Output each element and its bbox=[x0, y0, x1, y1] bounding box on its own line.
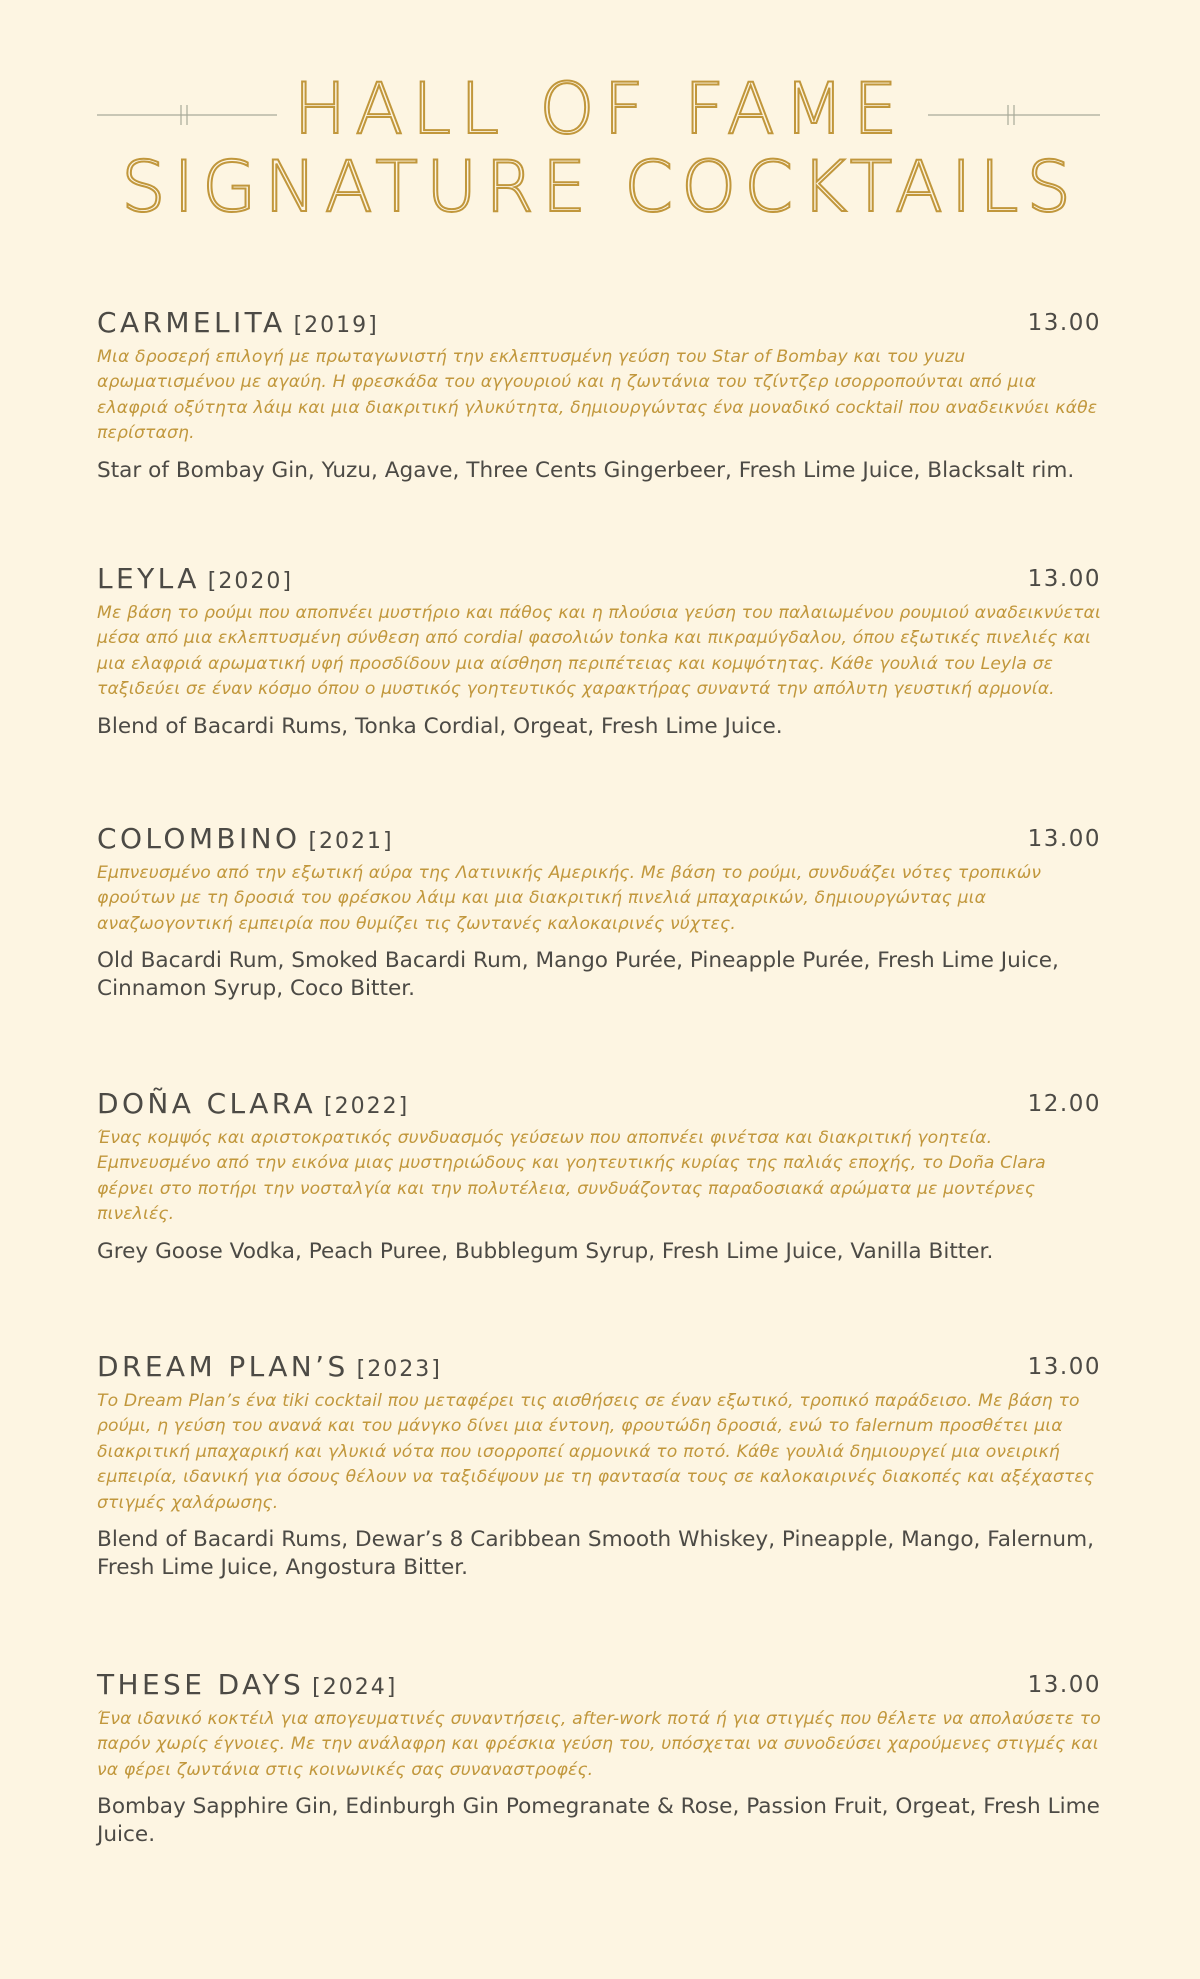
item-year: [2024] bbox=[312, 1675, 398, 1700]
item-year: [2021] bbox=[308, 829, 394, 854]
item-description: Μια δροσερή επιλογή με πρωταγωνιστή την εκλεπτυσμένη γεύση του Star of Bombay και του yuzu αρωματισμένου με αγαύη. Η φρεσκάδα του αγγουριού και η ζωντάνια του τζίντζερ ισορροπούνται από μια ελαφριά οξύτητα λάιμ και μια διακριτική γλυκύτητα, δημιουργώντας ένα μοναδικό cocktail που αναδεικνύει κάθε περίσταση. bbox=[97, 347, 1098, 444]
item-ingredients: Old Bacardi Rum, Smoked Bacardi Rum, Mango Purée, Pineapple Purée, Fresh Lime Juice, Cinnamon Syrup, Coco Bitter. bbox=[97, 948, 1059, 1002]
item-title bbox=[97, 821, 394, 860]
title-signature-cocktails bbox=[0, 146, 1200, 228]
item-price: 13.00 bbox=[1027, 310, 1101, 336]
item-year: [2019] bbox=[293, 313, 379, 338]
item-year: [2023] bbox=[356, 1357, 442, 1382]
menu-item-colombino bbox=[97, 821, 1101, 1003]
item-title bbox=[97, 305, 379, 344]
item-price: 12.00 bbox=[1027, 1091, 1101, 1117]
item-name: DOÑA CLARA bbox=[97, 1087, 317, 1120]
menu-item-dona-clara bbox=[97, 1086, 1101, 1266]
item-name: COLOMBINO bbox=[97, 822, 301, 855]
menu-item-leyla bbox=[97, 561, 1101, 741]
item-ingredients: Blend of Bacardi Rums, Dewar’s 8 Caribbean Smooth Whiskey, Pineapple, Mango, Falernum, Fresh Lime Juice, Angostura Bitter. bbox=[97, 1527, 1095, 1581]
item-ingredients: Star of Bombay Gin, Yuzu, Agave, Three Cents Gingerbeer, Fresh Lime Juice, Blacksalt rim. bbox=[97, 457, 1075, 483]
item-name: CARMELITA bbox=[97, 306, 286, 339]
menu-item-carmelita bbox=[97, 305, 1101, 485]
item-price: 13.00 bbox=[1027, 1672, 1101, 1698]
item-description: Το Dream Plan’s ένα tiki cocktail που μεταφέρει τις αισθήσεις σε έναν εξωτικό, τροπικό παράδεισο. Με βάση το ρούμι, η γεύση του ανανά και του μάνγκο δίνει μια έντονη, φρουτώδη δροσιά, ενώ το falernum προσθέτει μια διακριτική μπαχαρική και γλυκιά νότα που ισορροπεί αρμονικά το ποτό. Κάθε γουλιά δημιουργεί μια ονειρική εμπειρία, ιδανική για όσους θέλουν να ταξιδέψουν με τη φαντασία τους σε καλοκαιρινές διακοπές και αξέχαστες στιγμές χαλάρωσης. bbox=[97, 1391, 1095, 1513]
menu-item-dream-plans bbox=[97, 1349, 1101, 1582]
item-year: [2022] bbox=[324, 1094, 410, 1119]
item-year: [2020] bbox=[207, 569, 293, 594]
menu-header bbox=[0, 60, 1200, 230]
item-description: Ένα ιδανικό κοκτέιλ για απογευματινές συναντήσεις, after-work ποτά ή για στιγμές που θέλετε να απολαύσετε το παρόν χωρίς έγνοιες. Με την ανάλαφρη και φρέσκια γεύση του, υπόσχεται να συνοδεύσει χαρούμενες στιγμές και να φέρει ζωντάνια στις κοινωνικές σας συναναστροφές. bbox=[97, 1709, 1101, 1780]
item-name: DREAM PLAN’S bbox=[97, 1350, 349, 1383]
title-hall-of-fame-text: HALL OF FAME bbox=[293, 68, 907, 150]
menu-item-these-days bbox=[97, 1667, 1101, 1849]
title-signature-cocktails-text: SIGNATURE COCKTAILS bbox=[121, 146, 1079, 228]
item-title bbox=[97, 1349, 442, 1388]
item-description: Εμπνευσμένο από την εξωτική αύρα της Λατινικής Αμερικής. Με βάση το ρούμι, συνδυάζει νότες τροπικών φρούτων με τη δροσιά του φρέσκου λάιμ και μια διακριτική πινελιά μπαχαρικών, δημιουργώντας μια αναζωογοντική εμπειρία που θυμίζει τις ζωντανές καλοκαιρινές νύχτες. bbox=[97, 863, 1042, 934]
item-description: Ένας κομψός και αριστοκρατικός συνδυασμός γεύσεων που αποπνέει φινέτσα και διακριτική γοητεία. Εμπνευσμένο από την εικόνα μιας μυστηριώδους και γοητευτικής κυρίας της παλιάς εποχής, το Doña Clara φέρνει στο ποτήρι την νοσταλγία και την πολυτέλεια, συνδυάζοντας παραδοσιακά αρώματα με μοντέρνες πινελιές. bbox=[97, 1128, 1046, 1225]
item-title bbox=[97, 1667, 397, 1706]
item-price: 13.00 bbox=[1027, 566, 1101, 592]
item-description: Με βάση το ρούμι που αποπνέει μυστήριο και πάθος και η πλούσια γεύση του παλαιωμένου ρουμιού αναδεικνύεται μέσα από μια εκλεπτυσμένη σύνθεση από cordial φασολιών tonka και πικραμύγδαλου, όπου εξωτικές πινελιές και μια ελαφριά αρωματική υφή προσδίδουν μια αίσθηση περιπέτειας και κομψότητας. Κάθε γουλιά του Leyla σε ταξιδεύει σε έναν κόσμο όπου ο μυστικός γοητευτικός χαρακτήρας συναντά την απόλυτη γευστική αρμονία. bbox=[97, 603, 1101, 700]
item-ingredients: Grey Goose Vodka, Peach Puree, Bubblegum Syrup, Fresh Lime Juice, Vanilla Bitter. bbox=[97, 1238, 994, 1264]
item-price: 13.00 bbox=[1027, 1354, 1101, 1380]
item-name: LEYLA bbox=[97, 562, 200, 595]
item-ingredients: Bombay Sapphire Gin, Edinburgh Gin Pomegranate & Rose, Passion Fruit, Orgeat, Fresh Lime Juice. bbox=[97, 1794, 1100, 1848]
item-ingredients: Blend of Bacardi Rums, Tonka Cordial, Orgeat, Fresh Lime Juice. bbox=[97, 713, 783, 739]
item-name: THESE DAYS bbox=[97, 1668, 305, 1701]
title-hall-of-fame bbox=[0, 68, 1200, 150]
item-title bbox=[97, 561, 293, 600]
item-price: 13.00 bbox=[1027, 826, 1101, 852]
item-title bbox=[97, 1086, 409, 1125]
